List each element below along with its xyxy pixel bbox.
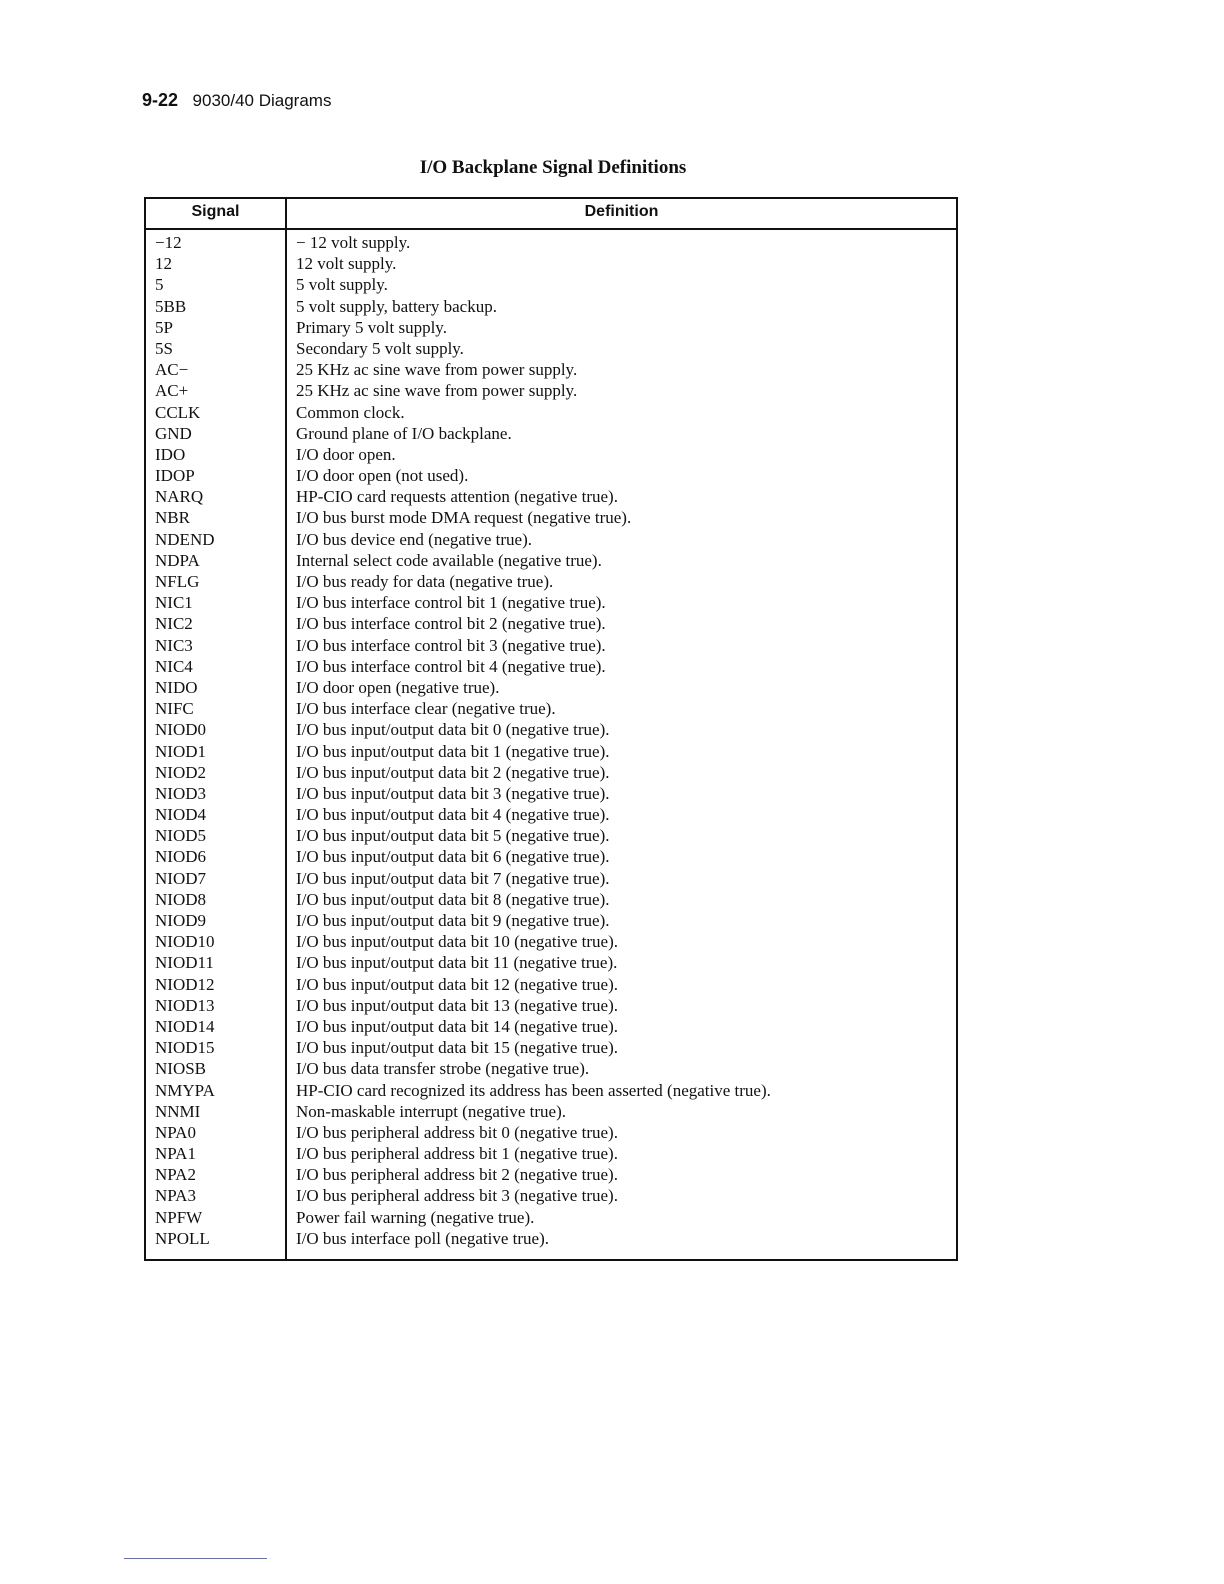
definition-cell: I/O bus input/output data bit 11 (negative true). — [296, 953, 618, 973]
table-row — [146, 1164, 956, 1185]
signal-cell: NIOD4 — [155, 805, 206, 825]
definition-cell: I/O bus input/output data bit 9 (negative true). — [296, 911, 610, 930]
table-row — [146, 1185, 956, 1206]
signal-cell: NIOD9 — [155, 911, 206, 930]
signal-cell: NIDO — [155, 677, 198, 697]
definition-cell: 25 KHz ac sine wave from power supply. — [296, 360, 578, 380]
signal-cell: 5BB — [155, 296, 187, 316]
definition-cell: I/O bus input/output data bit 7 (negative true). — [296, 868, 610, 888]
signal-cell: 12 — [155, 254, 172, 274]
definition-cell: I/O bus interface poll (negative true). — [296, 1228, 550, 1248]
table-row — [146, 1228, 956, 1249]
signal-cell: NIOD10 — [155, 932, 215, 952]
table-row — [146, 1016, 956, 1037]
definition-cell: 5 volt supply, battery backup. — [296, 296, 497, 316]
table-row — [146, 1058, 956, 1079]
signal-cell: NIOD1 — [155, 741, 206, 761]
definition-cell: Internal select code available (negative true). — [296, 550, 602, 570]
table-row — [146, 529, 956, 550]
signal-cell: NIOD5 — [155, 826, 206, 846]
table-row — [146, 995, 956, 1016]
table-row — [146, 1101, 956, 1122]
table-row — [146, 232, 956, 253]
table-row — [146, 825, 956, 846]
table-row — [146, 274, 956, 295]
table-row — [146, 1080, 956, 1101]
definition-cell: I/O door open. — [296, 444, 396, 464]
table-row — [146, 444, 956, 465]
signal-cell: 5S — [155, 338, 173, 358]
table-body — [146, 232, 956, 1249]
header-definition: Definition — [584, 203, 659, 220]
signal-cell: NIOD13 — [155, 995, 215, 1015]
definition-cell: I/O bus input/output data bit 6 (negative true). — [296, 847, 610, 867]
table-row — [146, 952, 956, 973]
definition-cell: Ground plane of I/O backplane. — [296, 423, 512, 443]
definition-cell: I/O door open (negative true). — [296, 677, 500, 697]
signal-cell: NIC4 — [155, 656, 193, 676]
footer-rule — [124, 1558, 267, 1559]
signal-cell: 5 — [155, 275, 164, 295]
definition-cell: HP-CIO card recognized its address has been asserted (negative true). — [296, 1080, 771, 1100]
table-row — [146, 846, 956, 867]
table-row — [146, 635, 956, 656]
signal-cell: IDO — [155, 444, 186, 464]
table-row — [146, 910, 956, 931]
definition-cell: I/O bus ready for data (negative true). — [296, 572, 554, 591]
signal-cell: NIFC — [155, 699, 194, 719]
definition-cell: Primary 5 volt supply. — [296, 317, 447, 337]
definition-cell: I/O bus input/output data bit 15 (negative true). — [296, 1038, 618, 1058]
running-head — [142, 90, 331, 111]
definition-cell: I/O bus input/output data bit 1 (negative true). — [296, 741, 610, 761]
table-row — [146, 783, 956, 804]
definition-cell: I/O door open (not used). — [296, 466, 469, 486]
table-row — [146, 338, 956, 359]
table-row — [146, 1143, 956, 1164]
table-row — [146, 317, 956, 338]
definition-cell: Common clock. — [296, 402, 405, 422]
signal-cell: NIOD15 — [155, 1038, 215, 1058]
table-row — [146, 762, 956, 783]
definition-cell: I/O bus peripheral address bit 0 (negative true). — [296, 1122, 618, 1142]
table-row — [146, 486, 956, 507]
definition-cell: I/O bus interface control bit 4 (negative true). — [296, 656, 606, 676]
signal-cell: NPOLL — [155, 1228, 210, 1248]
signal-cell: NPA3 — [155, 1186, 196, 1206]
signal-cell: NIOD3 — [155, 783, 206, 803]
definition-cell: Non-maskable interrupt (negative true). — [296, 1101, 567, 1121]
definition-cell: I/O bus input/output data bit 14 (negative true). — [296, 1016, 618, 1036]
table-row — [146, 571, 956, 592]
signal-cell: NIOD8 — [155, 889, 206, 909]
table-row — [146, 698, 956, 719]
definition-cell: − 12 volt supply. — [296, 233, 411, 252]
signal-cell: NBR — [155, 508, 190, 528]
signal-definitions-table — [144, 197, 958, 1261]
definition-cell: I/O bus input/output data bit 13 (negative true). — [296, 995, 618, 1015]
table-row — [146, 507, 956, 528]
definition-cell: I/O bus interface control bit 1 (negative true). — [296, 593, 606, 613]
signal-cell: −12 — [155, 233, 182, 252]
table-row — [146, 296, 956, 317]
signal-cell: NIC2 — [155, 614, 193, 634]
signal-cell: NPA2 — [155, 1165, 196, 1185]
definition-cell: I/O bus input/output data bit 4 (negative true). — [296, 805, 610, 825]
definition-cell: I/O bus input/output data bit 12 (negative true). — [296, 974, 618, 994]
signal-cell: NMYPA — [155, 1080, 215, 1100]
table-row — [146, 741, 956, 762]
signal-cell: NNMI — [155, 1101, 201, 1121]
definition-cell: HP-CIO card requests attention (negative true). — [296, 487, 618, 507]
table-row — [146, 677, 956, 698]
definition-cell: I/O bus peripheral address bit 3 (negative true). — [296, 1186, 618, 1206]
table-row — [146, 1037, 956, 1058]
table-row — [146, 656, 956, 677]
table-title: I/O Backplane Signal Definitions — [419, 157, 687, 178]
signal-cell: CCLK — [155, 402, 201, 422]
signal-cell: NPA1 — [155, 1144, 196, 1164]
signal-cell: NPA0 — [155, 1122, 196, 1142]
signal-cell: NIOSB — [155, 1059, 207, 1079]
table-row — [146, 465, 956, 486]
table-header-row — [146, 199, 956, 230]
signal-cell: 5P — [155, 317, 173, 337]
signal-cell: NIC3 — [155, 635, 193, 655]
definition-cell: I/O bus interface control bit 2 (negative true). — [296, 614, 606, 634]
signal-cell: NIC1 — [155, 593, 193, 613]
table-row — [146, 804, 956, 825]
definition-cell: 12 volt supply. — [296, 254, 397, 274]
table-row — [146, 359, 956, 380]
table-row — [146, 1207, 956, 1228]
signal-cell: NDPA — [155, 550, 200, 570]
definition-cell: I/O bus input/output data bit 2 (negative true). — [296, 762, 610, 782]
table-row — [146, 889, 956, 910]
table-row — [146, 719, 956, 740]
signal-cell: NFLG — [155, 572, 200, 591]
definition-cell: I/O bus input/output data bit 5 (negative true). — [296, 826, 610, 846]
definition-cell: I/O bus peripheral address bit 1 (negative true). — [296, 1144, 618, 1164]
definition-cell: I/O bus input/output data bit 3 (negative true). — [296, 783, 610, 803]
definition-cell: Secondary 5 volt supply. — [296, 338, 464, 358]
definition-cell: I/O bus data transfer strobe (negative true). — [296, 1059, 590, 1079]
signal-cell: AC− — [155, 360, 189, 380]
table-row — [146, 550, 956, 571]
table-row — [146, 1122, 956, 1143]
definition-cell: I/O bus input/output data bit 0 (negative true). — [296, 720, 610, 740]
table-row — [146, 931, 956, 952]
signal-cell: NDEND — [155, 529, 215, 549]
signal-cell: NIOD12 — [155, 974, 215, 994]
definition-cell: Power fail warning (negative true). — [296, 1207, 535, 1227]
signal-cell: NIOD14 — [155, 1016, 215, 1036]
definition-cell: I/O bus interface clear (negative true). — [296, 699, 556, 719]
table-row — [146, 402, 956, 423]
definition-cell: I/O bus device end (negative true). — [296, 529, 533, 549]
definition-cell: 5 volt supply. — [296, 275, 388, 295]
definition-cell: I/O bus input/output data bit 10 (negative true). — [296, 932, 618, 952]
signal-cell: GND — [155, 423, 192, 443]
signal-cell: NIOD11 — [155, 953, 214, 973]
signal-cell: IDOP — [155, 466, 195, 486]
table-row — [146, 253, 956, 274]
signal-cell: NIOD6 — [155, 847, 206, 867]
signal-cell: NIOD7 — [155, 868, 206, 888]
page-number: 9-22 — [142, 90, 179, 110]
definition-cell: I/O bus input/output data bit 8 (negative true). — [296, 889, 610, 909]
definition-cell: I/O bus burst mode DMA request (negative true). — [296, 508, 632, 528]
definition-cell: 25 KHz ac sine wave from power supply. — [296, 381, 578, 401]
signal-cell: NIOD2 — [155, 762, 206, 782]
table-row — [146, 974, 956, 995]
signal-cell: NIOD0 — [155, 720, 206, 740]
table-row — [146, 868, 956, 889]
definition-cell: I/O bus peripheral address bit 2 (negative true). — [296, 1165, 618, 1185]
signal-cell: AC+ — [155, 381, 189, 401]
signal-cell: NARQ — [155, 487, 204, 507]
table-row — [146, 592, 956, 613]
table-row — [146, 380, 956, 401]
signal-cell: NPFW — [155, 1207, 203, 1227]
table-row — [146, 613, 956, 634]
header-signal: Signal — [191, 203, 240, 220]
section-title: 9030/40 Diagrams — [192, 91, 332, 110]
definition-cell: I/O bus interface control bit 3 (negative true). — [296, 635, 606, 655]
table-row — [146, 423, 956, 444]
